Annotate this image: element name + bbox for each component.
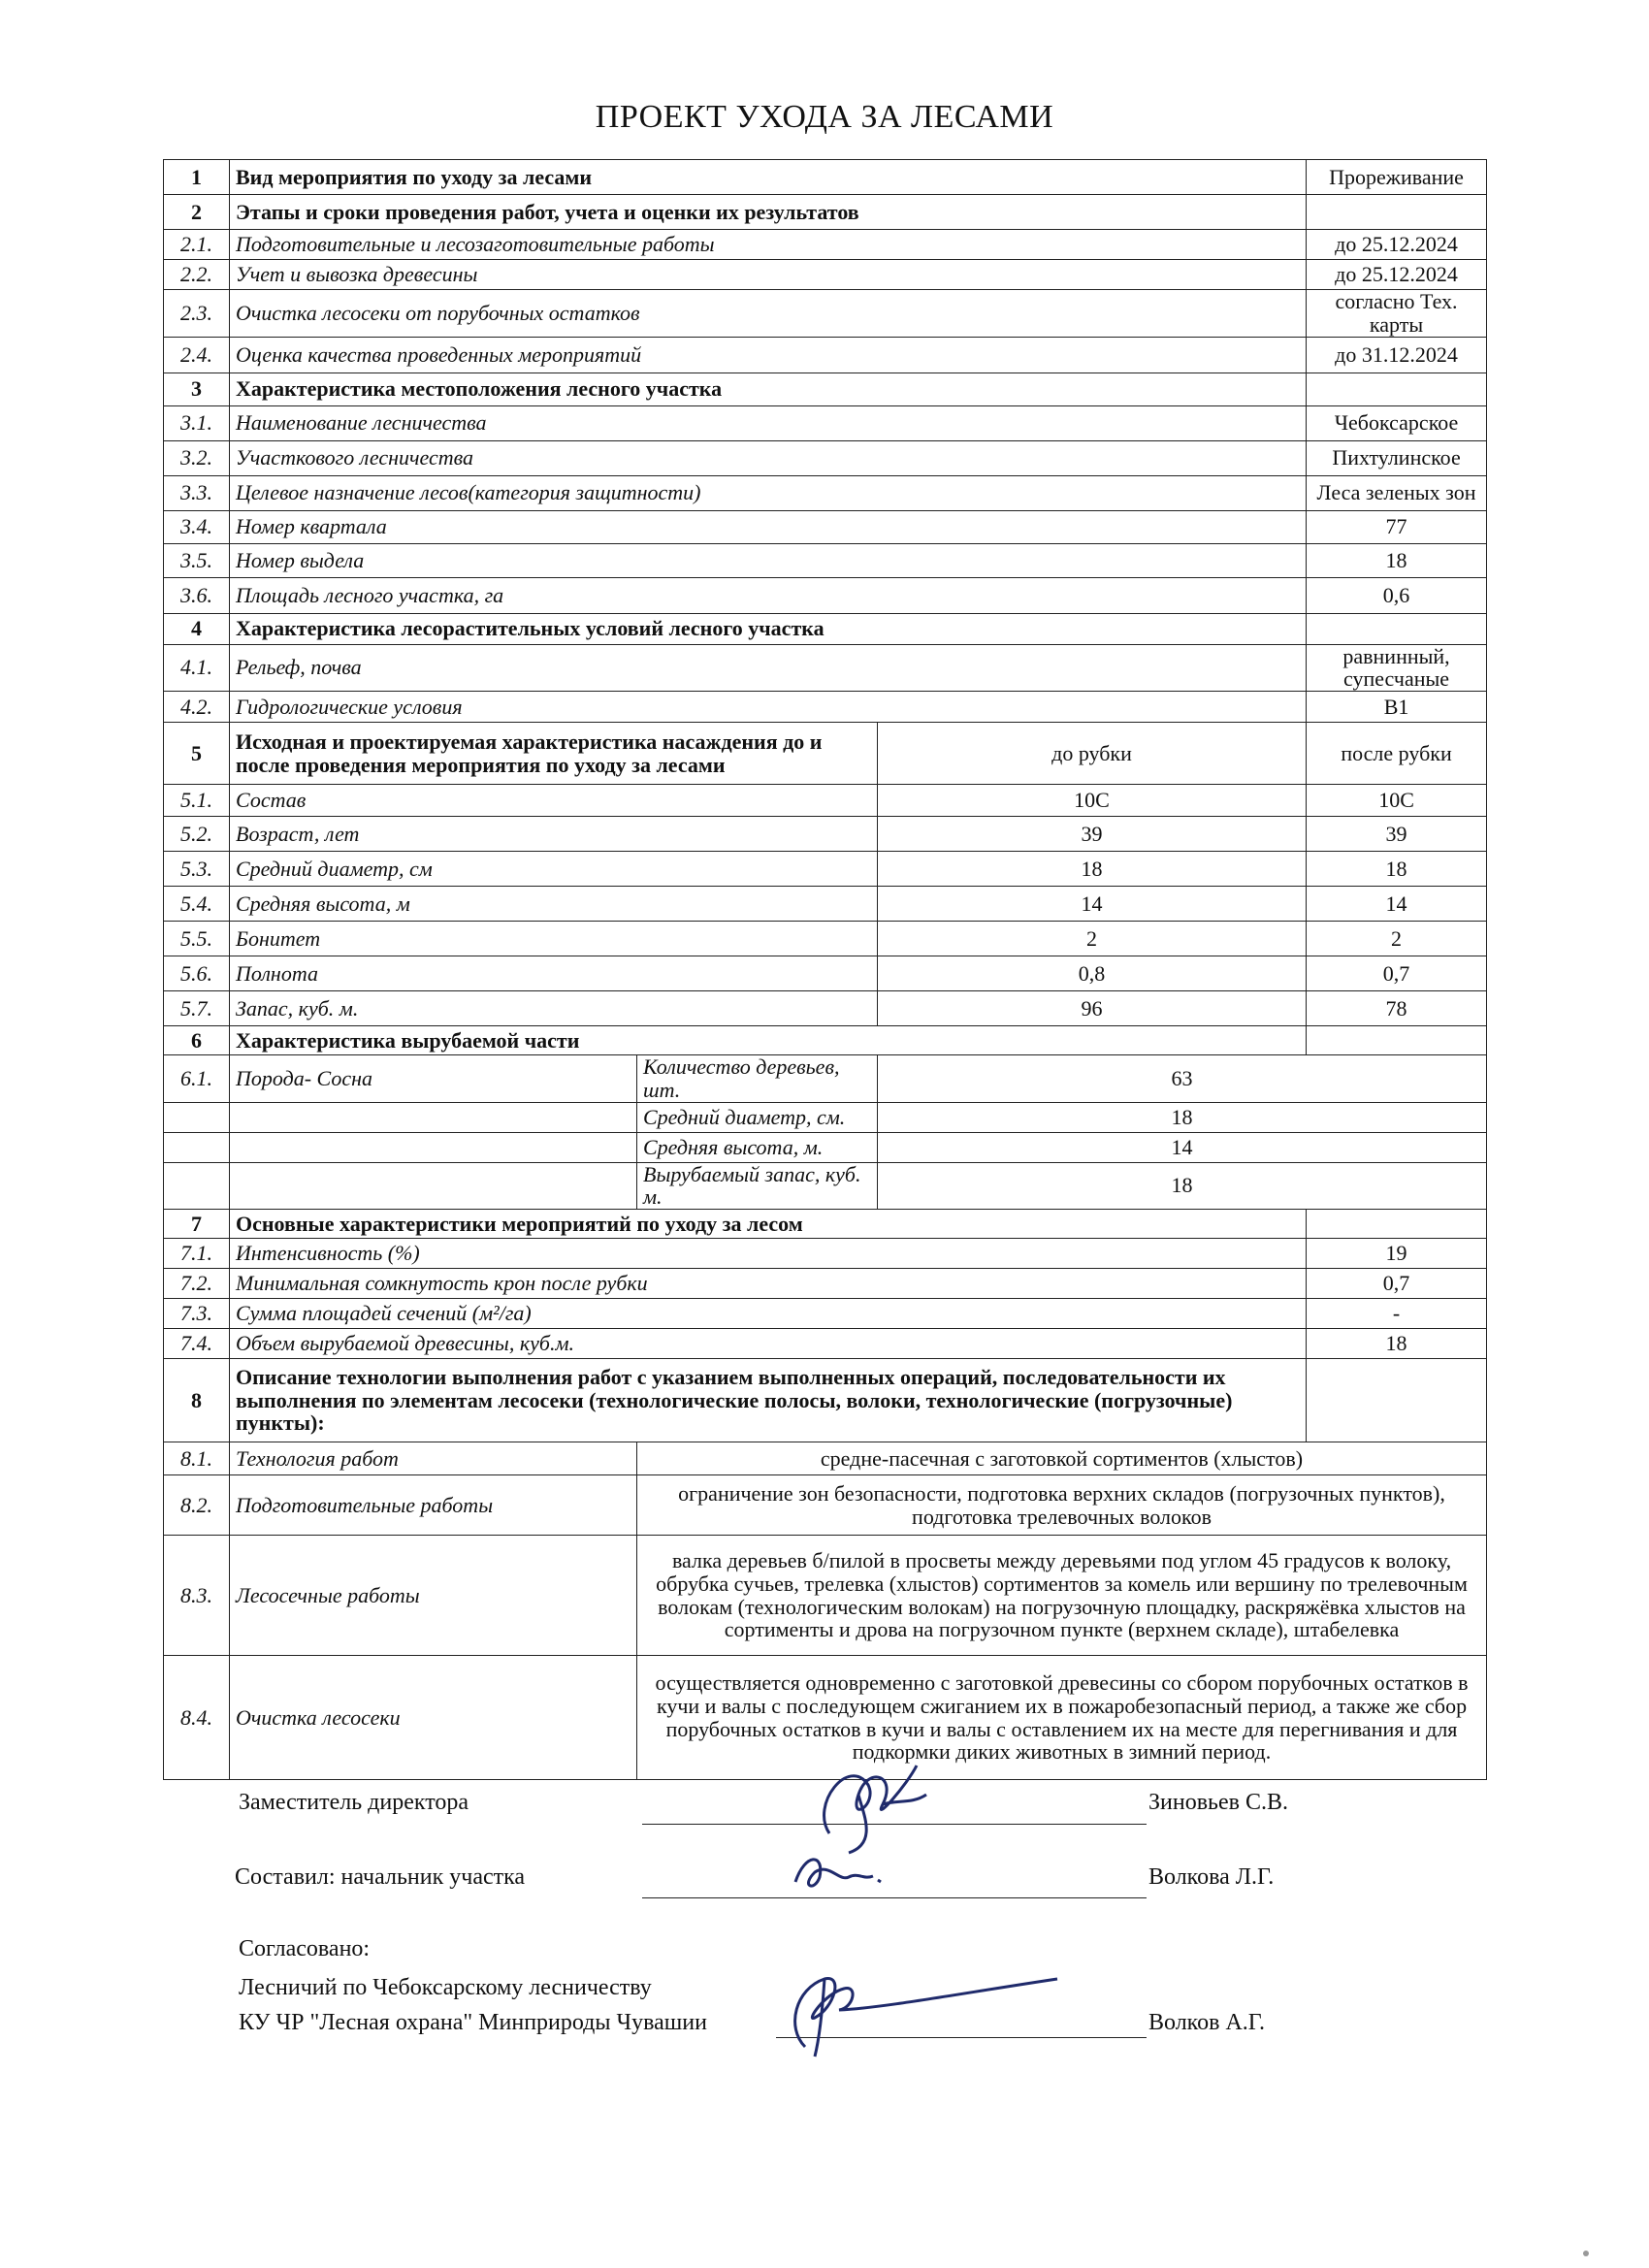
section-7-label: Основные характеристики мероприятий по уходу за лесом (230, 1210, 1307, 1239)
empty-cell (164, 1162, 230, 1210)
row-label: Лесосечные работы (230, 1536, 637, 1656)
row-label: Целевое назначение лесов(категория защитности) (230, 475, 1307, 510)
row-number: 3.6. (164, 577, 230, 613)
empty-cell (230, 1132, 637, 1162)
table-row (164, 577, 1487, 613)
row-number: 3.2. (164, 440, 230, 475)
empty-cell (1307, 1026, 1487, 1055)
row-label: Оценка качества проведенных мероприятий (230, 337, 1307, 373)
table-row (164, 785, 1487, 817)
table-row (164, 1210, 1487, 1239)
table-row (164, 1299, 1487, 1329)
compiler-signature-line (642, 1897, 1147, 1898)
before-cutting-header: до рубки (878, 723, 1307, 785)
row-value: 0,6 (1307, 577, 1487, 613)
table-row (164, 692, 1487, 723)
row-label: Минимальная сомкнутость крон после рубки (230, 1269, 1307, 1299)
empty-cell (1307, 1210, 1487, 1239)
table-row (164, 922, 1487, 956)
before-value: 96 (878, 991, 1307, 1026)
row-label: Бонитет (230, 922, 878, 956)
compiler-signature (786, 1843, 892, 1901)
row-number: 2.2. (164, 260, 230, 290)
row-value: валка деревьев б/пилой в просветы между деревьями под углом 45 градусов к волоку, обрубка сучьев, трелевка (хлыстов) сортиментов за комель или вершину по трелевочным волокам (технологическим волокам) на погрузочную площадку, раскряжёвка хлыстов на сортименты и дрова на погрузочном пункте (верхнем складе), штабелевка (637, 1536, 1487, 1656)
after-value: 2 (1307, 922, 1487, 956)
table-row (164, 852, 1487, 887)
row-value: Прореживание (1307, 160, 1487, 195)
row-number: 5.6. (164, 956, 230, 991)
before-value: 0,8 (878, 956, 1307, 991)
section-6-number: 6 (164, 1026, 230, 1055)
row-number: 7.3. (164, 1299, 230, 1329)
table-row (164, 405, 1487, 440)
row-value: средне-пасечная с заготовкой сортиментов (хлыстов) (637, 1442, 1487, 1475)
section-8-number: 8 (164, 1359, 230, 1442)
row-number: 2.3. (164, 290, 230, 338)
table-row (164, 1132, 1487, 1162)
table-row (164, 1026, 1487, 1055)
table-row (164, 887, 1487, 922)
row-value: 18 (1307, 543, 1487, 577)
after-cutting-header: после рубки (1307, 723, 1487, 785)
before-value: 39 (878, 817, 1307, 852)
row-label: Подготовительные работы (230, 1475, 637, 1536)
row-number: 3.3. (164, 475, 230, 510)
cut-part-label: Количество деревьев, шт. (637, 1055, 878, 1103)
row-value: до 25.12.2024 (1307, 260, 1487, 290)
cut-part-value: 18 (878, 1162, 1487, 1210)
row-label: Объем вырубаемой древесины, куб.м. (230, 1329, 1307, 1359)
row-number: 8.1. (164, 1442, 230, 1475)
forester-signature (766, 1950, 1077, 2066)
row-number: 5.5. (164, 922, 230, 956)
row-label: Средняя высота, м (230, 887, 878, 922)
row-label: Сумма площадей сечений (м²/га) (230, 1299, 1307, 1329)
row-number: 7.4. (164, 1329, 230, 1359)
row-label: Рельеф, почва (230, 644, 1307, 692)
row-value (1307, 613, 1487, 644)
table-row (164, 1536, 1487, 1656)
section-5-label: Исходная и проектируемая характеристика насаждения до и после проведения мероприятия по уходу за лесами (230, 723, 878, 785)
row-label: Технология работ (230, 1442, 637, 1475)
table-row (164, 956, 1487, 991)
table-row (164, 1442, 1487, 1475)
row-number: 5.4. (164, 887, 230, 922)
row-number: 4.1. (164, 644, 230, 692)
cut-part-label: Вырубаемый запас, куб. м. (637, 1162, 878, 1210)
row-value: Леса зеленых зон (1307, 475, 1487, 510)
row-value: Чебоксарское (1307, 405, 1487, 440)
row-number: 6.1. (164, 1055, 230, 1103)
row-number: 8.2. (164, 1475, 230, 1536)
table-row (164, 723, 1487, 785)
row-number: 4.2. (164, 692, 230, 723)
forest-care-table (163, 159, 1487, 1780)
table-row (164, 260, 1487, 290)
table-row (164, 290, 1487, 338)
row-value (1307, 373, 1487, 405)
forester-position: Лесничий по Чебоксарскому лесничеству (239, 1975, 652, 2000)
row-label: Очистка лесосеки (230, 1656, 637, 1780)
forester-organization: КУ ЧР "Лесная охрана" Минприроды Чувашии (239, 2010, 707, 2035)
row-number: 5.2. (164, 817, 230, 852)
table-row (164, 230, 1487, 260)
table-row (164, 613, 1487, 644)
table-row (164, 510, 1487, 543)
row-label: Запас, куб. м. (230, 991, 878, 1026)
table-row (164, 1359, 1487, 1442)
empty-cell (1307, 1359, 1487, 1442)
row-value: до 25.12.2024 (1307, 230, 1487, 260)
row-number: 5.7. (164, 991, 230, 1026)
row-label: Возраст, лет (230, 817, 878, 852)
after-value: 10С (1307, 785, 1487, 817)
row-value: В1 (1307, 692, 1487, 723)
row-label: Номер квартала (230, 510, 1307, 543)
row-value: 0,7 (1307, 1269, 1487, 1299)
after-value: 0,7 (1307, 956, 1487, 991)
empty-cell (164, 1102, 230, 1132)
row-number: 8.3. (164, 1536, 230, 1656)
species-label: Порода- Сосна (230, 1055, 637, 1103)
row-value: ограничение зон безопасности, подготовка верхних складов (погрузочных пунктов), подготовка трелевочных волоков (637, 1475, 1487, 1536)
table-row (164, 644, 1487, 692)
table-row (164, 1162, 1487, 1210)
table-row (164, 1269, 1487, 1299)
row-label: Номер выдела (230, 543, 1307, 577)
row-label: Очистка лесосеки от порубочных остатков (230, 290, 1307, 338)
row-label: Вид мероприятия по уходу за лесами (230, 160, 1307, 195)
compiler-name: Волкова Л.Г. (1148, 1864, 1275, 1890)
row-value: Пихтулинское (1307, 440, 1487, 475)
row-number: 3.5. (164, 543, 230, 577)
row-value: - (1307, 1299, 1487, 1329)
compiler-title: Составил: начальник участка (235, 1864, 526, 1890)
section-8-label: Описание технологии выполнения работ с указанием выполненных операций, последовательности их выполнения по элементам лесосеки (технологические полосы, волоки, технологические (погрузочные) пункты): (230, 1359, 1307, 1442)
row-label: Наименование лесничества (230, 405, 1307, 440)
row-value: до 31.12.2024 (1307, 337, 1487, 373)
row-number: 2.4. (164, 337, 230, 373)
table-row (164, 543, 1487, 577)
table-row (164, 1102, 1487, 1132)
document-title: ПРОЕКТ УХОДА ЗА ЛЕСАМИ (595, 99, 1054, 135)
empty-cell (164, 1132, 230, 1162)
row-value: согласно Тех. карты (1307, 290, 1487, 338)
row-number: 3 (164, 373, 230, 405)
before-value: 2 (878, 922, 1307, 956)
row-value: 77 (1307, 510, 1487, 543)
row-label: Средний диаметр, см (230, 852, 878, 887)
row-label: Этапы и сроки проведения работ, учета и оценки их результатов (230, 195, 1307, 230)
row-value: 19 (1307, 1239, 1487, 1269)
row-label: Полнота (230, 956, 878, 991)
table-row (164, 1329, 1487, 1359)
row-value: 18 (1307, 1329, 1487, 1359)
before-value: 10С (878, 785, 1307, 817)
table-row (164, 1239, 1487, 1269)
cut-part-value: 14 (878, 1132, 1487, 1162)
table-row (164, 1055, 1487, 1103)
after-value: 18 (1307, 852, 1487, 887)
before-value: 14 (878, 887, 1307, 922)
table-row (164, 195, 1487, 230)
row-number: 2.1. (164, 230, 230, 260)
empty-cell (230, 1102, 637, 1132)
cut-part-value: 63 (878, 1055, 1487, 1103)
row-label: Интенсивность (%) (230, 1239, 1307, 1269)
after-value: 14 (1307, 887, 1487, 922)
row-number: 2 (164, 195, 230, 230)
forester-name: Волков А.Г. (1148, 2010, 1265, 2035)
row-number: 5.3. (164, 852, 230, 887)
row-label: Учет и вывозка древесины (230, 260, 1307, 290)
section-7-number: 7 (164, 1210, 230, 1239)
table-row (164, 440, 1487, 475)
table-row (164, 817, 1487, 852)
table-row (164, 1475, 1487, 1536)
scan-speck (1583, 2251, 1589, 2256)
row-number: 1 (164, 160, 230, 195)
row-value (1307, 195, 1487, 230)
table-row (164, 991, 1487, 1026)
row-number: 5.1. (164, 785, 230, 817)
row-value: осуществляется одновременно с заготовкой древесины со сбором порубочных остатков в кучи и валы с последующем сжиганием их в пожаробезопасный период, а также же сбор порубочных остатков в кучи и валы с оставлением их на месте для перегнивания и для подкормки диких животных в зимний период. (637, 1656, 1487, 1780)
cut-part-label: Средний диаметр, см. (637, 1102, 878, 1132)
deputy-title: Заместитель директора (239, 1790, 469, 1815)
table-row (164, 373, 1487, 405)
row-label: Характеристика лесорастительных условий лесного участка (230, 613, 1307, 644)
row-label: Характеристика местоположения лесного участка (230, 373, 1307, 405)
row-label: Подготовительные и лесозаготовительные работы (230, 230, 1307, 260)
cut-part-label: Средняя высота, м. (637, 1132, 878, 1162)
row-number: 3.4. (164, 510, 230, 543)
agreed-label: Согласовано: (239, 1936, 371, 1961)
section-5-number: 5 (164, 723, 230, 785)
row-label: Состав (230, 785, 878, 817)
row-number: 4 (164, 613, 230, 644)
row-number: 3.1. (164, 405, 230, 440)
before-value: 18 (878, 852, 1307, 887)
table-row (164, 160, 1487, 195)
row-number: 8.4. (164, 1656, 230, 1780)
row-label: Площадь лесного участка, га (230, 577, 1307, 613)
row-number: 7.1. (164, 1239, 230, 1269)
after-value: 78 (1307, 991, 1487, 1026)
row-label: Гидрологические условия (230, 692, 1307, 723)
after-value: 39 (1307, 817, 1487, 852)
section-6-label: Характеристика вырубаемой части (230, 1026, 1307, 1055)
deputy-name: Зиновьев С.В. (1148, 1790, 1288, 1815)
table-row (164, 475, 1487, 510)
empty-cell (230, 1162, 637, 1210)
row-number: 7.2. (164, 1269, 230, 1299)
cut-part-value: 18 (878, 1102, 1487, 1132)
table-row (164, 337, 1487, 373)
row-value: равнинный, супесчаные (1307, 644, 1487, 692)
row-label: Участкового лесничества (230, 440, 1307, 475)
